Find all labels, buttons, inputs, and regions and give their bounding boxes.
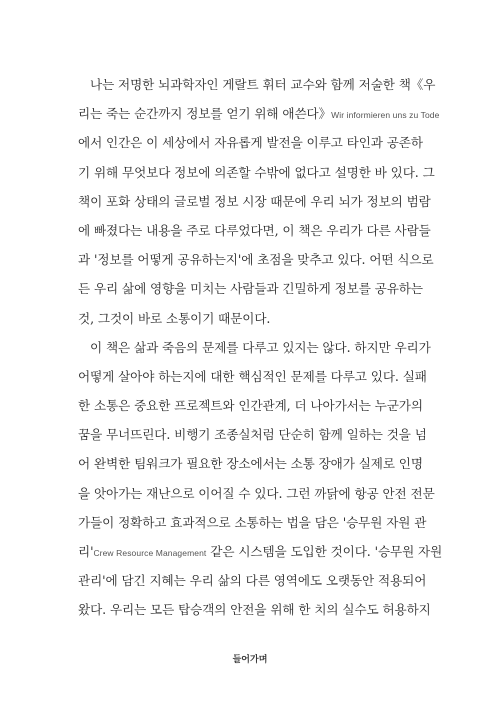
- text-segment: 에 빠졌다는 내용을 주로 다루었다면, 이 책은 우리가 다른 사람들: [78, 222, 431, 238]
- text-segment: 어 완벽한 팀워크가 필요한 장소에서는 소통 장애가 실제로 인명: [78, 456, 423, 472]
- text-segment: 꿈을 무너뜨린다. 비행기 조종실처럼 단순히 함께 일하는 것을 넘: [78, 427, 427, 443]
- text-segment: 한 소통은 중요한 프로젝트와 인간관계, 더 나아가서는 누군가의: [78, 398, 423, 414]
- text-segment: 에서 인간은 이 세상에서 자유롭게 발전을 이루고 타인과 공존하: [78, 135, 423, 151]
- text-segment: 과 '정보를 어떻게 공유하는지'에 초점을 맞추고 있다. 어떤 식으로: [78, 252, 434, 268]
- text-segment: 관리'에 담긴 지혜는 우리 삶의 다른 영역에도 오랫동안 적용되어: [78, 573, 427, 589]
- text-segment: 든 우리 삶에 영향을 미치는 사람들과 긴밀하게 정보를 공유하는: [78, 281, 423, 297]
- section-footer-label: 들어가며: [232, 655, 268, 665]
- original-title-annotation: Crew Resource Management: [93, 548, 207, 558]
- text-segment: 같은 시스템을 도입한 것이다. '승무원 자원: [206, 544, 443, 559]
- text-line: [78, 333, 430, 362]
- text-line: [78, 304, 430, 333]
- text-line: [78, 274, 430, 303]
- text-segment: 기 위해 무엇보다 정보에 의존할 수밖에 없다고 설명한 바 있다. 그: [78, 164, 435, 180]
- text-line: [78, 391, 430, 420]
- text-segment: 책이 포화 상태의 글로벌 정보 시장 때문에 우리 뇌가 정보의 범람: [78, 193, 431, 209]
- text-segment: 리': [78, 544, 94, 559]
- text-line: [78, 70, 436, 99]
- text-segment: 나는 저명한 뇌과학자인 게랄트 휘터 교수와 함께 저술한 책《우: [90, 77, 436, 92]
- text-line: [78, 245, 434, 274]
- text-line: [78, 449, 430, 478]
- text-line: [78, 158, 435, 187]
- text-line: [78, 566, 430, 595]
- text-segment: 이 책은 삶과 죽음의 문제를 다루고 있지는 않다. 하지만 우리가: [90, 339, 431, 355]
- text-line: [78, 537, 443, 566]
- original-title-annotation: Wir informieren uns zu Tode: [331, 110, 440, 121]
- text-line: [78, 362, 430, 391]
- text-segment: 어떻게 살아야 하는지에 대한 핵심적인 문제를 다루고 있다. 실패: [78, 368, 427, 384]
- text-segment: 리는 죽는 순간까지 정보를 얻기 위해 애쓴다》: [78, 106, 332, 122]
- text-segment: 가들이 정확하고 효과적으로 소통하는 법을 담은 '승무원 자원 관: [78, 514, 427, 530]
- text-segment: 것, 그것이 바로 소통이기 때문이다.: [78, 310, 271, 326]
- body-text: [78, 70, 443, 625]
- text-segment: 왔다. 우리는 모든 탑승객의 안전을 위해 한 치의 실수도 허용하지: [78, 602, 431, 618]
- text-line: [78, 216, 430, 245]
- text-line: [78, 420, 430, 449]
- text-segment: 을 앗아가는 재난으로 이어질 수 있다. 그런 까닭에 항공 안전 전문: [78, 485, 435, 501]
- text-line: [78, 99, 440, 128]
- text-line: [78, 508, 430, 537]
- text-line: [78, 479, 435, 508]
- text-line: [78, 595, 430, 624]
- text-line: [78, 187, 430, 216]
- text-line: [78, 128, 430, 157]
